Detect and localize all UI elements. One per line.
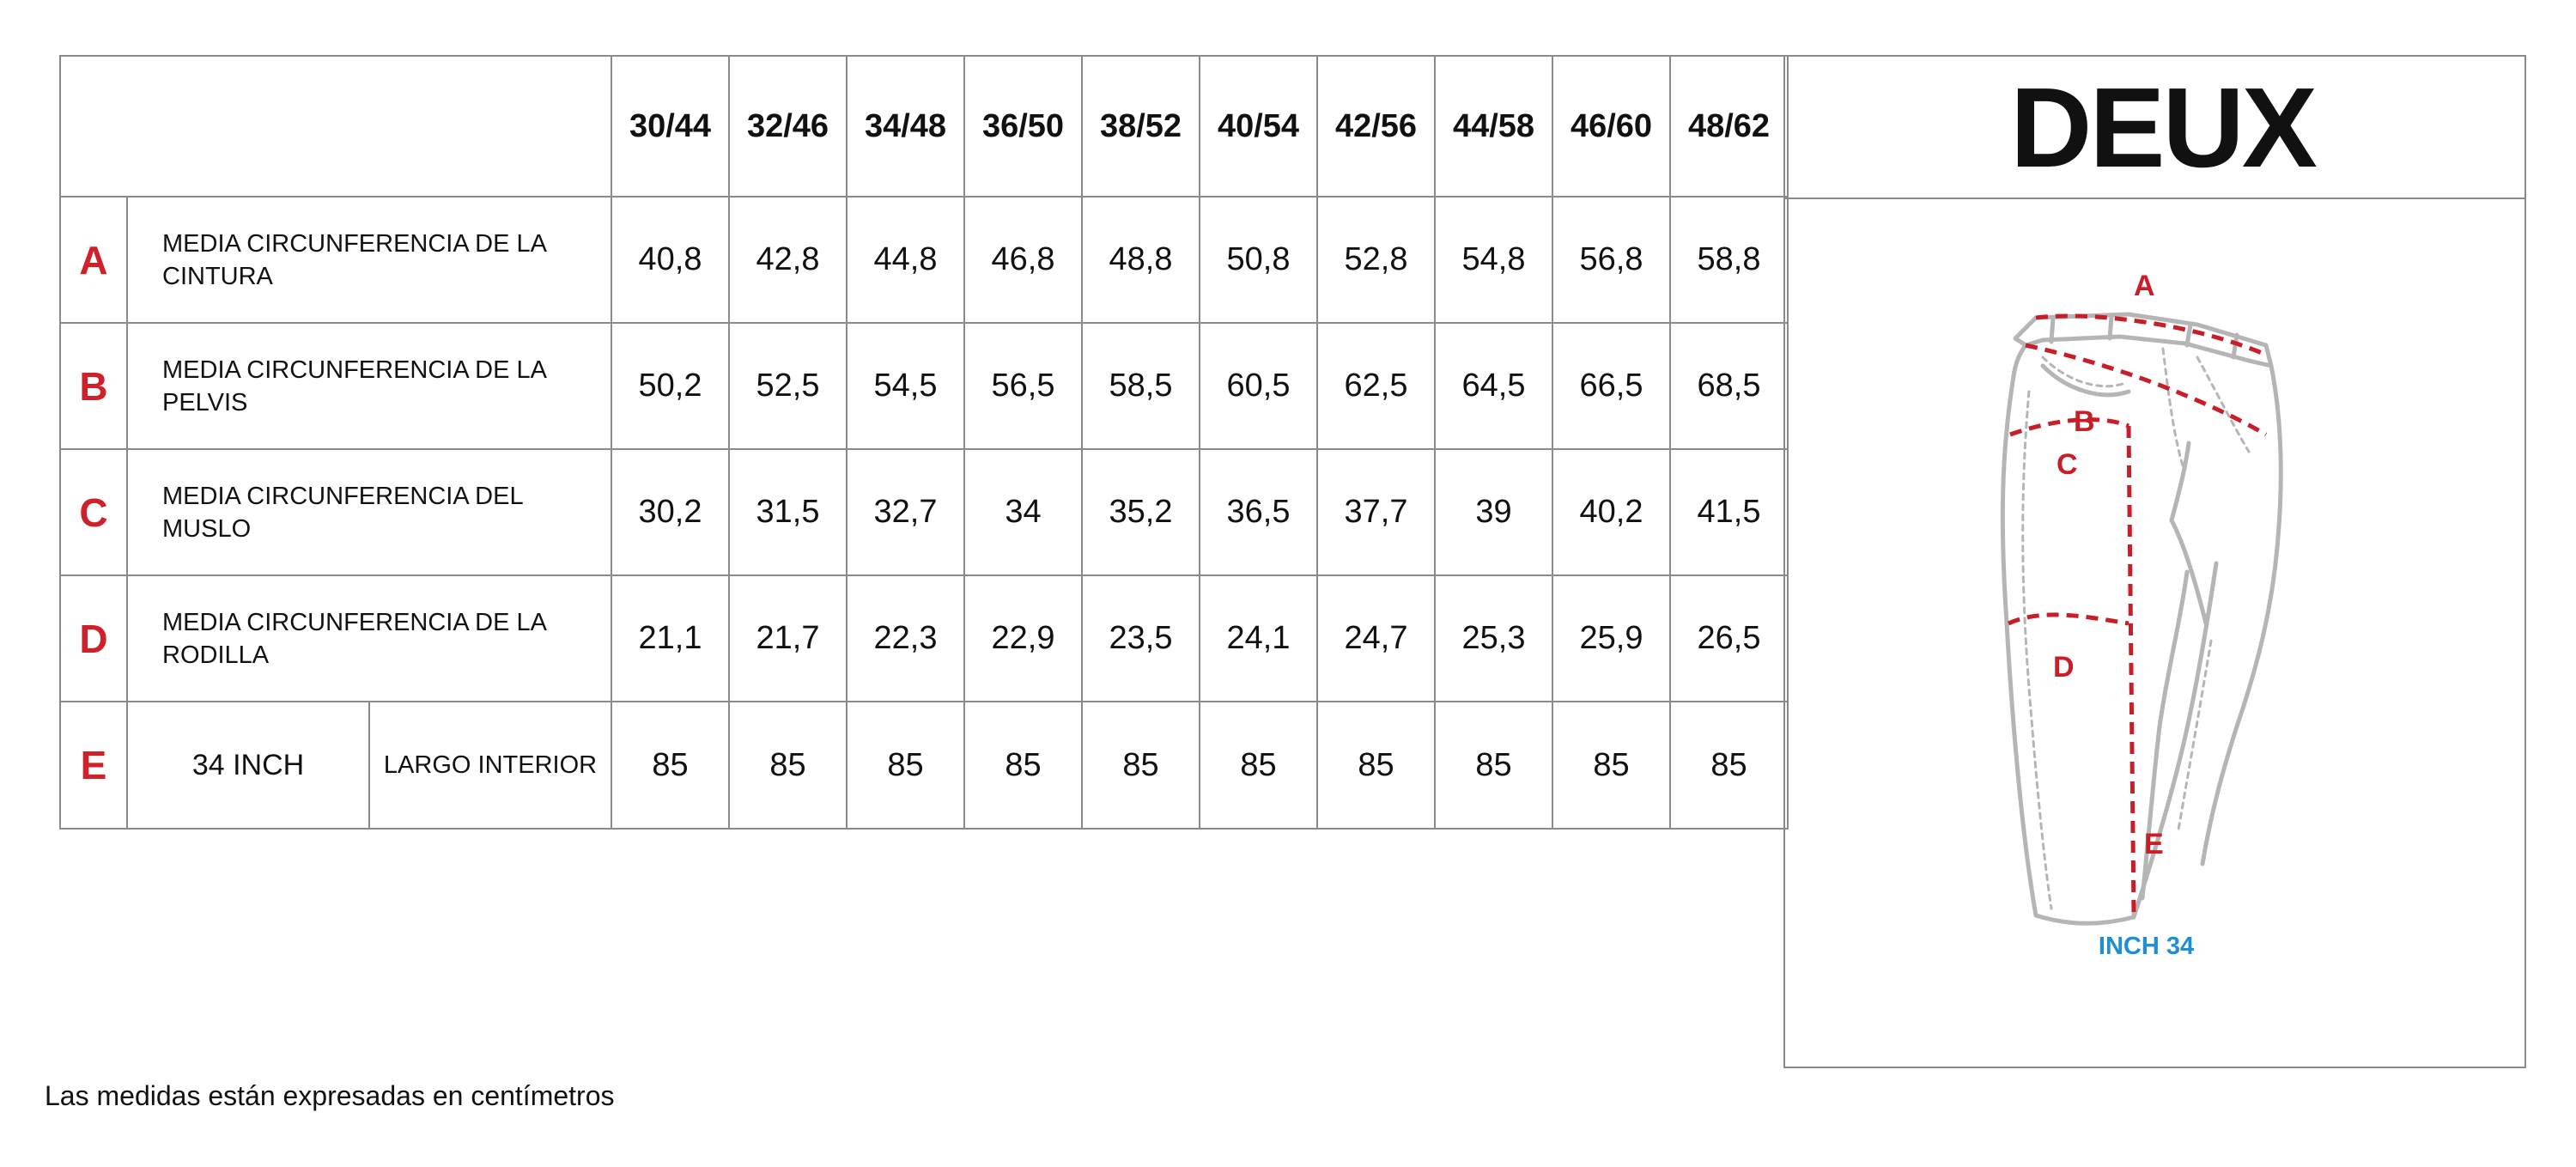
measure-value: 52,5 xyxy=(729,323,847,449)
measure-value: 37,7 xyxy=(1317,449,1435,575)
marker-label-c: C xyxy=(2057,448,2078,481)
measure-value: 62,5 xyxy=(1317,323,1435,449)
measure-value: 22,9 xyxy=(964,575,1082,702)
measure-value: 23,5 xyxy=(1082,575,1200,702)
measure-value: 32,7 xyxy=(847,449,964,575)
size-header: 32/46 xyxy=(729,56,847,197)
size-header: 34/48 xyxy=(847,56,964,197)
measure-value: 56,5 xyxy=(964,323,1082,449)
measure-value: 41,5 xyxy=(1670,449,1788,575)
table-row xyxy=(60,323,1788,449)
measure-letter: D xyxy=(60,575,127,702)
measure-value: 35,2 xyxy=(1082,449,1200,575)
units-footnote: Las medidas están expresadas en centímetros xyxy=(45,1080,615,1111)
measure-value: 64,5 xyxy=(1435,323,1552,449)
measure-value: 39 xyxy=(1435,449,1552,575)
header-blank-cell xyxy=(60,56,611,197)
measure-letter: E xyxy=(60,702,127,829)
measure-value: 25,9 xyxy=(1552,575,1670,702)
marker-line-c xyxy=(2010,420,2129,435)
measure-value: 22,3 xyxy=(847,575,964,702)
marker-line-b xyxy=(2026,345,2266,435)
brand-logo: DEUX xyxy=(2010,64,2315,191)
diagram-caption: INCH 34 xyxy=(2098,933,2195,960)
size-header: 36/50 xyxy=(964,56,1082,197)
measure-value: 26,5 xyxy=(1670,575,1788,702)
measure-value: 85 xyxy=(1670,702,1788,829)
measure-value: 21,1 xyxy=(611,575,729,702)
measure-value: 85 xyxy=(847,702,964,829)
measure-value: 21,7 xyxy=(729,575,847,702)
measure-value: 42,8 xyxy=(729,197,847,323)
measure-value: 48,8 xyxy=(1082,197,1200,323)
table-row xyxy=(60,575,1788,702)
marker-line-d xyxy=(2008,615,2129,623)
measure-value: 36,5 xyxy=(1200,449,1317,575)
measure-value: 56,8 xyxy=(1552,197,1670,323)
size-header: 42/56 xyxy=(1317,56,1435,197)
size-header: 30/44 xyxy=(611,56,729,197)
measure-value: 24,1 xyxy=(1200,575,1317,702)
measure-value: 24,7 xyxy=(1317,575,1435,702)
measure-label: MEDIA CIRCUNFERENCIA DE LA RODILLA xyxy=(127,575,611,702)
measure-value: 85 xyxy=(1200,702,1317,829)
measure-value: 85 xyxy=(1435,702,1552,829)
measure-value: 85 xyxy=(1317,702,1435,829)
measure-value: 31,5 xyxy=(729,449,847,575)
measure-label: MEDIA CIRCUNFERENCIA DE LA PELVIS xyxy=(127,323,611,449)
measure-value: 40,2 xyxy=(1552,449,1670,575)
marker-label-b: B xyxy=(2074,405,2095,438)
measure-value: 68,5 xyxy=(1670,323,1788,449)
measure-value: 54,8 xyxy=(1435,197,1552,323)
measure-value: 85 xyxy=(1552,702,1670,829)
measure-letter: B xyxy=(60,323,127,449)
brand-header xyxy=(1785,57,2524,199)
measure-value: 46,8 xyxy=(964,197,1082,323)
measure-value: 58,8 xyxy=(1670,197,1788,323)
size-header-row xyxy=(60,56,1788,197)
size-header: 46/60 xyxy=(1552,56,1670,197)
measure-value: 54,5 xyxy=(847,323,964,449)
size-chart-table xyxy=(59,55,1789,830)
size-header: 40/54 xyxy=(1200,56,1317,197)
measure-value: 30,2 xyxy=(611,449,729,575)
brand-panel xyxy=(1783,55,2526,1068)
inch-label: 34 INCH xyxy=(127,702,369,829)
size-header: 44/58 xyxy=(1435,56,1552,197)
measure-letter: A xyxy=(60,197,127,323)
measure-value: 44,8 xyxy=(847,197,964,323)
size-header: 48/62 xyxy=(1670,56,1788,197)
size-header: 38/52 xyxy=(1082,56,1200,197)
measure-label: LARGO INTERIOR xyxy=(369,702,611,829)
marker-label-d: D xyxy=(2053,651,2075,684)
measure-value: 66,5 xyxy=(1552,323,1670,449)
measure-letter: C xyxy=(60,449,127,575)
measure-value: 52,8 xyxy=(1317,197,1435,323)
measure-value: 50,8 xyxy=(1200,197,1317,323)
jeans-measurement-diagram xyxy=(1991,263,2300,941)
measure-value: 60,5 xyxy=(1200,323,1317,449)
marker-label-e: E xyxy=(2144,828,2164,860)
measure-value: 34 xyxy=(964,449,1082,575)
table-row xyxy=(60,449,1788,575)
measure-value: 40,8 xyxy=(611,197,729,323)
measure-value: 85 xyxy=(964,702,1082,829)
measure-value: 50,2 xyxy=(611,323,729,449)
table-row-inseam xyxy=(60,702,1788,829)
measure-value: 25,3 xyxy=(1435,575,1552,702)
marker-line-e xyxy=(2129,426,2134,915)
measure-label: MEDIA CIRCUNFERENCIA DEL MUSLO xyxy=(127,449,611,575)
measure-value: 85 xyxy=(729,702,847,829)
table-row xyxy=(60,197,1788,323)
marker-label-a: A xyxy=(2134,270,2155,302)
measure-value: 85 xyxy=(1082,702,1200,829)
measure-value: 58,5 xyxy=(1082,323,1200,449)
measure-label: MEDIA CIRCUNFERENCIA DE LA CINTURA xyxy=(127,197,611,323)
measure-value: 85 xyxy=(611,702,729,829)
